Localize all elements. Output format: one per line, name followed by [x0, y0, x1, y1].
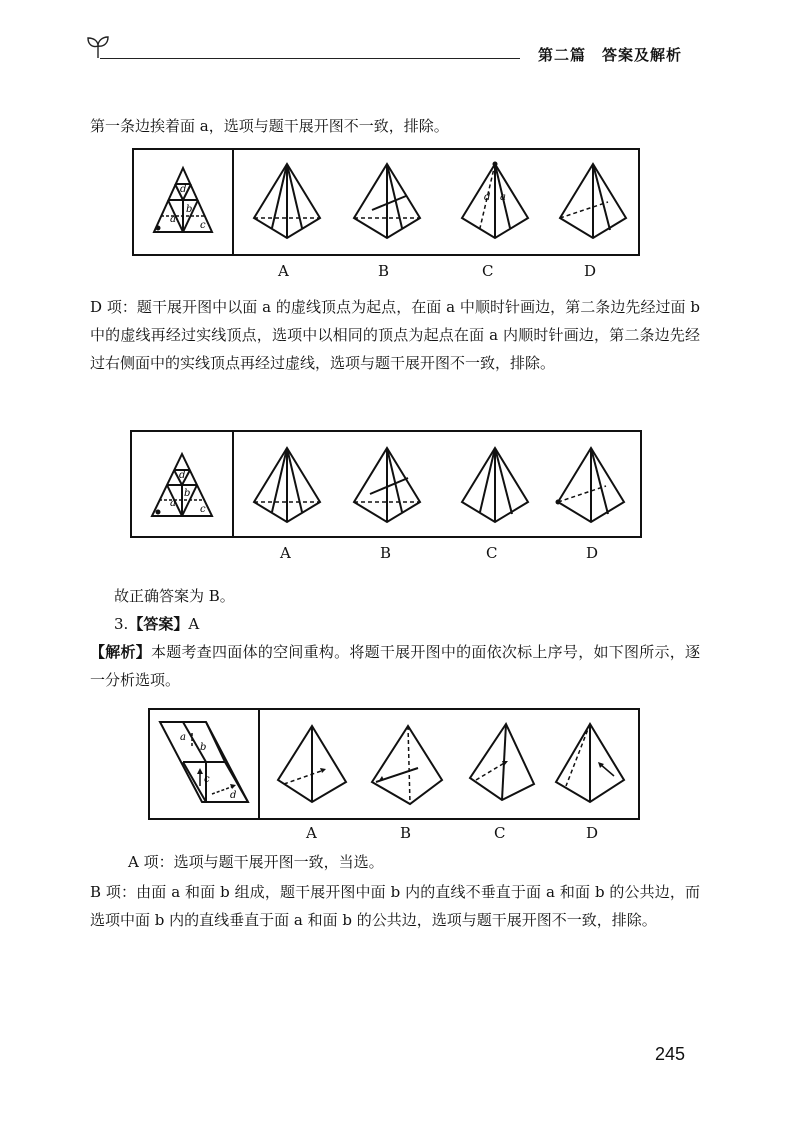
paragraph-option-a: A 项：选项与题干展开图一致，当选。 — [128, 853, 384, 871]
figure-3-option-c — [456, 710, 546, 818]
figure-1-option-a — [242, 150, 332, 254]
figure-1-label-a: A — [278, 262, 289, 280]
figure-1-option-c — [450, 150, 540, 254]
figure-2-option-a — [242, 432, 332, 536]
svg-text:c: c — [200, 220, 206, 231]
analysis-text: 本题考查四面体的空间重构。将题干展开图中的面依次标上序号，如下图所示，逐一分析选项。 — [90, 643, 700, 689]
figure-2-option-b — [342, 432, 432, 536]
svg-text:c: c — [204, 774, 210, 785]
figure-2-label-c: C — [486, 544, 498, 562]
figure-2-label-a: A — [280, 544, 291, 562]
figure-3-label-d: D — [586, 824, 599, 842]
figure-2 — [130, 430, 642, 538]
svg-text:a: a — [170, 214, 176, 225]
figure-3-label-c: C — [494, 824, 506, 842]
figure-1-label-b: B — [378, 262, 390, 280]
paragraph-option-b: B 项：由面 a 和面 b 组成，题干展开图中面 b 内的直线不垂直于面 a 和面 b 的公共边，而选项中面 b 内的直线垂直于面 a 和面 b 的公共边，选项与题干展开图不一致，排除。 — [90, 883, 700, 929]
figure-3-option-d — [546, 710, 636, 818]
svg-text:d: d — [180, 184, 187, 195]
section-header: 第二篇 答案及解析 — [538, 46, 683, 64]
figure-1-net — [134, 150, 232, 254]
svg-text:c: c — [200, 504, 206, 515]
figure-3 — [148, 708, 640, 820]
figure-2-label-b: B — [380, 544, 392, 562]
svg-text:d: d — [179, 470, 186, 481]
figure-2-option-c — [450, 432, 540, 536]
header-rule — [100, 58, 520, 59]
svg-text:a: a — [180, 732, 186, 743]
figure-3-label-b: B — [400, 824, 412, 842]
svg-text:a: a — [170, 498, 176, 509]
paragraph-elimination-1: 第一条边挨着面 a，选项与题干展开图不一致，排除。 — [90, 117, 449, 135]
figure-1-label-c: C — [482, 262, 494, 280]
figure-2-net — [132, 432, 232, 536]
figure-2-option-d — [546, 432, 636, 536]
figure-1-option-b — [342, 150, 432, 254]
figure-1-option-d — [548, 150, 638, 254]
paragraph-option-d: D 项：题干展开图中以面 a 的虚线顶点为起点，在面 a 中顺时针画边，第二条边先经过面 b 中的虚线再经过实线顶点，选项中以相同的顶点为起点在面 a 内顺时针画边，第二条边先经过右侧面中的实线顶点再经过虚线，选项与题干展开图不一致，排除。 — [90, 298, 700, 372]
question-3-answer — [114, 610, 724, 638]
svg-text:d: d — [230, 790, 237, 801]
analysis-paragraph — [90, 638, 700, 694]
page-number: 245 — [655, 1044, 686, 1064]
figure-3-label-a: A — [306, 824, 317, 842]
svg-text:b: b — [186, 204, 193, 215]
figure-3-net — [150, 710, 258, 818]
paragraph-answer-b: 故正确答案为 B。 — [114, 587, 235, 605]
figure-1 — [132, 148, 640, 256]
leaf-icon — [86, 34, 110, 60]
figure-3-option-a — [268, 710, 358, 818]
analysis-tag: 【解析】 — [90, 643, 152, 661]
svg-text:a: a — [500, 192, 506, 203]
svg-text:d: d — [484, 192, 491, 203]
question-number: 3. — [114, 615, 129, 633]
answer-tag: 【答案】 — [128, 615, 189, 633]
figure-3-option-b — [362, 710, 452, 818]
svg-text:b: b — [184, 488, 191, 499]
svg-text:b: b — [200, 742, 207, 753]
figure-2-label-d: D — [586, 544, 599, 562]
figure-1-label-d: D — [584, 262, 597, 280]
answer-value: A — [188, 615, 200, 633]
